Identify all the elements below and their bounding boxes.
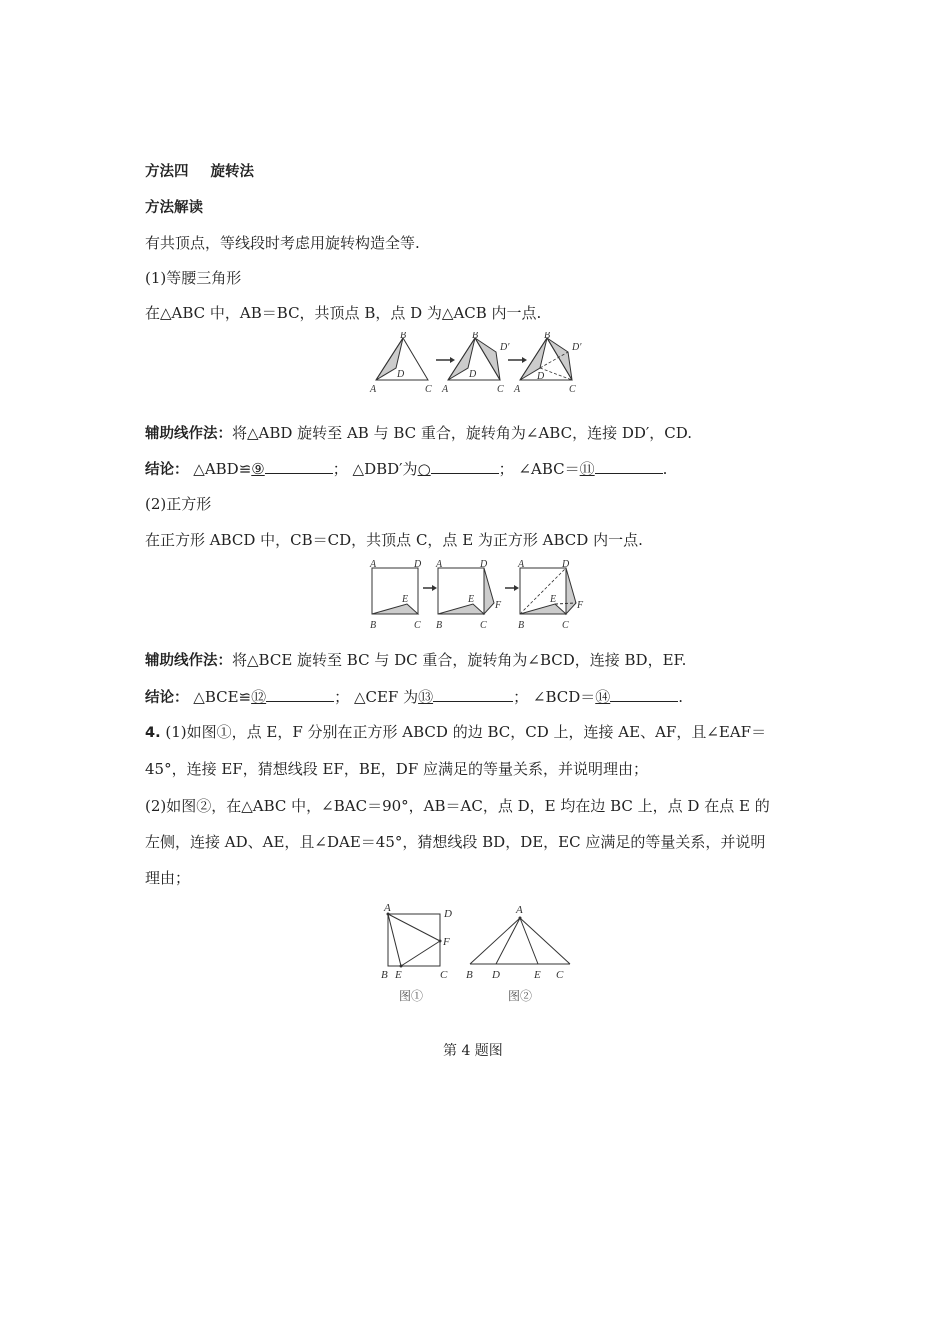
svg-text:E: E (550, 594, 557, 605)
svg-text:D: D (562, 559, 570, 570)
part2-statement: 在正方形 ABCD 中，CB＝CD，共顶点 C，点 E 为正方形 ABCD 内一点. (145, 531, 643, 549)
svg-text:F: F (495, 600, 502, 611)
svg-text:D: D (469, 369, 477, 380)
svg-text:E: E (395, 969, 402, 981)
isosceles-rotation-figure (368, 332, 588, 401)
part2-aux-method (145, 650, 686, 671)
svg-text:B: B (472, 332, 479, 341)
conclusion-label: 结论： (145, 690, 189, 706)
svg-text:A: A (514, 384, 521, 395)
fig1-caption: 图① (399, 989, 424, 1003)
svg-text:D: D (492, 969, 500, 981)
intro-text: 有共顶点，等线段时考虑用旋转构造全等. (145, 234, 420, 252)
aux-text: 将△BCE 旋转至 BC 与 DC 重合，旋转角为∠BCD，连接 BD，EF. (232, 651, 687, 669)
subsection-title: 方法解读 (145, 200, 203, 216)
svg-text:A: A (442, 384, 449, 395)
answer-mark: ○ (417, 460, 431, 478)
problem4-q2-line2: 左侧，连接 AD、AE，且∠DAE＝45°，猜想线段 BD，DE，EC 应满足的等量关系，并说明 (145, 833, 766, 851)
svg-text:B: B (518, 620, 525, 631)
svg-text:C: C (556, 969, 564, 981)
svg-text:D: D (537, 371, 545, 382)
svg-text:D′: D′ (500, 342, 510, 353)
svg-text:C: C (440, 969, 448, 981)
answer-mark: ⑫ (251, 688, 267, 706)
part2-heading: (2)正方形 (145, 495, 212, 513)
answer-mark: ⑭ (595, 688, 611, 706)
aux-label: 辅助线作法： (145, 426, 232, 442)
answer-mark: ⑬ (418, 688, 434, 706)
answer-blank[interactable] (610, 687, 678, 702)
part1-conclusion: 结论： △ABD≌⑨ ； △DBD′为○ ； ∠ABC＝⑪ . (145, 460, 668, 478)
part2-conclusion: 结论： △BCE≌⑫ ； △CEF 为⑬ ； ∠BCD＝⑭ . (145, 688, 684, 706)
svg-text:C: C (425, 384, 432, 395)
conclusion-prefix: △DBD′为 (352, 460, 418, 478)
conclusion-prefix: △ABD≌ (193, 460, 252, 478)
square-rotation-figure (368, 558, 588, 637)
svg-text:B: B (370, 620, 377, 631)
svg-text:B: B (400, 332, 407, 341)
svg-text:A: A (518, 559, 525, 570)
svg-text:C: C (569, 384, 576, 395)
answer-mark: ⑪ (579, 460, 595, 478)
problem4-q2-line3: 理由； (145, 869, 191, 887)
svg-text:A: A (436, 559, 443, 570)
svg-text:D: D (397, 369, 405, 380)
part1-statement: 在△ABC 中，AB＝BC，共顶点 B，点 D 为△ACB 内一点. (145, 304, 542, 322)
answer-blank[interactable] (265, 459, 333, 474)
svg-text:C: C (480, 620, 487, 631)
answer-blank[interactable] (433, 687, 513, 702)
problem4-q1-line1: 4. (1)如图①，点 E，F 分别在正方形 ABCD 的边 BC，CD 上，连接 AE、AF，且∠EAF＝ (145, 723, 767, 741)
answer-mark: ⑨ (251, 460, 265, 478)
answer-blank[interactable] (595, 459, 663, 474)
svg-text:B: B (381, 969, 388, 981)
conclusion-prefix: ∠BCD＝ (532, 688, 596, 706)
svg-text:C: C (414, 620, 421, 631)
svg-text:A: A (384, 902, 391, 914)
svg-text:E: E (468, 594, 475, 605)
svg-text:C: C (562, 620, 569, 631)
svg-text:B: B (466, 969, 473, 981)
svg-text:A: A (370, 559, 377, 570)
problem4-q1-line2: 45°，连接 EF，猜想线段 EF，BE，DF 应满足的等量关系，并说明理由； (145, 760, 649, 778)
part1-aux-method (145, 423, 692, 444)
conclusion-prefix: △CEF 为 (353, 688, 419, 706)
fig2-caption: 图② (508, 989, 533, 1003)
aux-text: 将△ABD 旋转至 AB 与 BC 重合，旋转角为∠ABC，连接 DD′，CD. (232, 424, 693, 442)
problem-number: 4. (145, 725, 161, 741)
answer-blank[interactable] (431, 459, 499, 474)
conclusion-label: 结论： (145, 462, 189, 478)
answer-blank[interactable] (266, 687, 334, 702)
svg-text:E: E (402, 594, 409, 605)
svg-text:C: C (497, 384, 504, 395)
svg-text:D: D (480, 559, 488, 570)
svg-text:F: F (443, 936, 450, 948)
svg-text:F: F (577, 600, 584, 611)
aux-label: 辅助线作法： (145, 653, 232, 669)
section-name: 旋转法 (210, 164, 254, 180)
svg-text:B: B (436, 620, 443, 631)
conclusion-prefix: △BCE≌ (193, 688, 252, 706)
svg-text:A: A (516, 904, 523, 916)
svg-text:E: E (534, 969, 541, 981)
section-label: 方法四 (145, 164, 189, 180)
svg-text:D′: D′ (572, 342, 582, 353)
svg-text:D: D (444, 908, 452, 920)
conclusion-prefix: ∠ABC＝ (518, 460, 580, 478)
svg-text:A: A (370, 384, 377, 395)
problem4-figures (378, 898, 578, 987)
svg-text:D: D (414, 559, 422, 570)
svg-text:B: B (544, 332, 551, 341)
section-title (145, 162, 254, 182)
figure-caption: 第 4 题图 (443, 1043, 503, 1059)
problem4-q2-line1: (2)如图②，在△ABC 中，∠BAC＝90°，AB＝AC，点 D，E 均在边 BC 上，点 D 在点 E 的 (145, 797, 770, 815)
part1-heading: (1)等腰三角形 (145, 269, 242, 287)
